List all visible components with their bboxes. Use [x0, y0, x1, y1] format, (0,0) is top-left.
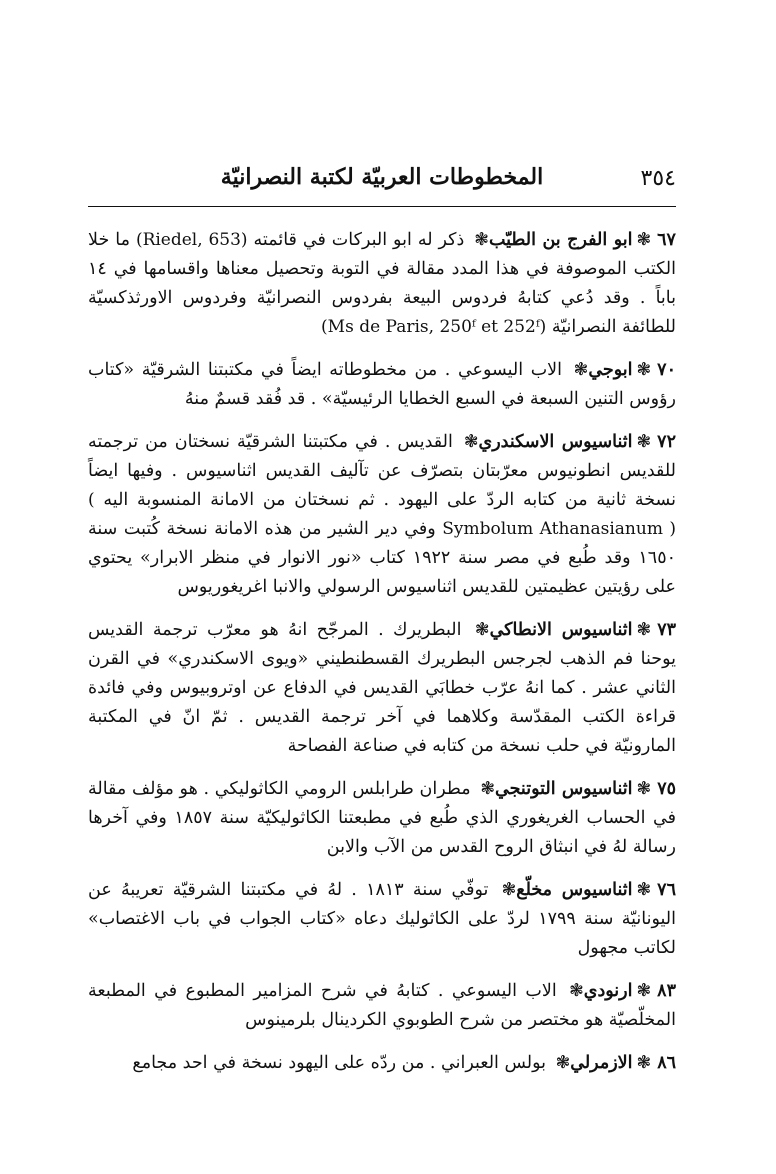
entry-number: ٧٢	[657, 432, 676, 452]
entry-text: بولس العبراني . من ردّه على اليهود نسخة في احد مجامع	[132, 1053, 547, 1073]
ornament-icon: ❃	[636, 230, 652, 250]
ornament-icon: ❃	[569, 981, 584, 1001]
entry-text: توفّي سنة ١٨١٣ . لهُ في مكتبتنا الشرقيّة تعريبهُ عن اليونانيّة سنة ١٧٩٩ لردّ على الكاثوليك دعاه «كتاب الجواب في باب الاغتصاب» لكاتب مجهول	[88, 880, 676, 958]
entry-name: الازمرلي	[570, 1053, 633, 1073]
entry-number: ٧٠	[657, 360, 676, 380]
entry-75	[88, 775, 676, 862]
entry-text: ما خلا الكتب الموصوفة في هذا المدد مقالة في التوبة وتحصيل معناها واقسامها في ١٤ باباً . وقد دُعي كتابهُ فردوس البيعة بفردوس النصرانيّة وفردوس الاورثذكسيّة للطائفة النصرانيّة	[88, 230, 676, 337]
ornament-icon: ❃	[501, 880, 517, 900]
entry-67	[88, 226, 676, 342]
entry-73	[88, 616, 676, 761]
entry-76	[88, 876, 676, 963]
entry-number: ٧٣	[657, 620, 676, 640]
text-body	[88, 212, 676, 1078]
ornament-icon: ❃	[474, 230, 489, 250]
entry-name: اثناسيوس الاسكندري	[478, 432, 633, 452]
entry-number: ٨٣	[657, 981, 676, 1001]
ornament-icon: ❃	[480, 779, 496, 799]
ornament-icon: ❃	[573, 360, 589, 380]
ornament-icon: ❃	[636, 432, 652, 452]
entry-name: اثناسيوس مخلّع	[516, 880, 633, 900]
entry-number: ٧٥	[657, 779, 676, 799]
entry-text: وفي دير الشير من هذه الامانة نسخة كُتبت سنة ١٦٥٠ وقد طُبع في مصر سنة ١٩٢٢ كتاب «نور الانوار في منظر الابرار» يحتوي على رؤيتين عظيمتين للقديس اثناسيوس الرسولي والانبا اغريغوريوس	[88, 519, 677, 597]
entry-text: البطريرك . المرجّح انهُ هو معرّب ترجمة القديس يوحنا فم الذهب لجرجس البطريرك القسطنطيني «ويوى الاسكندري» في القرن الثاني عشر . كما انهُ عرّب خطابَي القديس في الدفاع عن اوتروبيوس وفي فائدة قراءة الكتب المقدّسة وكلاهما في آخر ترجمة القديس . ثمّ انّ في المكتبة المارونيّة في حلب نسخة من كتابه في صناعة الفصاحة	[88, 620, 676, 756]
running-title: المخطوطات العربيّة لكتبة النصرانيّة	[220, 164, 544, 190]
entry-number: ٦٧	[657, 230, 676, 250]
ornament-icon: ❃	[636, 880, 652, 900]
entry-text: القديس . في مكتبتنا الشرقيّة نسختان من ترجمته للقديس انطونيوس معرّبتان بتصرّف عن تآليف القديس اثناسيوس . وفيها ايضاً نسخة ثانية من كتابه الردّ على اليهود . ثم نسختان من الامانة المنسوبة اليه	[88, 432, 676, 510]
ornament-icon: ❃	[636, 981, 652, 1001]
bibliographic-reference: (Ms de Paris, 250ᶠ et 252ᶠ)	[321, 317, 547, 337]
header-rule	[88, 206, 676, 207]
entry-86	[88, 1049, 676, 1078]
ornament-icon: ❃	[463, 432, 479, 452]
ornament-icon: ❃	[636, 360, 652, 380]
ornament-icon: ❃	[474, 620, 490, 640]
page-number: ٣٥٤	[640, 166, 676, 191]
entry-name: اثناسيوس التوتنجي	[495, 779, 633, 799]
entry-name: اثناسيوس الانطاكي	[489, 620, 633, 640]
ornament-icon: ❃	[555, 1053, 571, 1073]
entry-text: الاب اليسوعي . من مخطوطاته ايضاً في مكتبتنا الشرقيّة «كتاب رؤوس التنين السبعة في السبع الخطايا الرئيسيّة» . قد فُقد قسمٌ منهُ	[88, 360, 676, 409]
entry-name: ابوجي	[588, 360, 633, 380]
entry-number: ٨٦	[657, 1053, 676, 1073]
running-header	[88, 160, 676, 204]
entry-70	[88, 356, 676, 414]
entry-number: ٧٦	[657, 880, 676, 900]
entry-text: ذكر له ابو البركات في قائمته	[253, 230, 465, 250]
entry-72	[88, 428, 676, 602]
ornament-icon: ❃	[636, 1053, 652, 1073]
entry-name: ابو الفرج بن الطيّب	[488, 230, 633, 250]
entry-text: مطران طرابلس الرومي الكاثوليكي . هو مؤلف مقالة في الحساب الغريغوري الذي طُبع في مطبعتنا الكاثوليكيّة سنة ١٨٥٧ وفي آخرها رسالة لهُ في انبثاق الروح القدس من الآب والابن	[88, 779, 676, 857]
ornament-icon: ❃	[636, 779, 652, 799]
entry-text: الاب اليسوعي . كتابهُ في شرح المزامير المطبوع في المطبعة المخلّصيّة هو مختصر من شرح الطوبوي الكردينال بلرمينوس	[88, 981, 676, 1030]
entry-83	[88, 977, 676, 1035]
bibliographic-reference: (Riedel, 653)	[135, 230, 248, 250]
bibliographic-reference: ( Symbolum Athanasianum )	[88, 490, 676, 539]
entry-name: ارنودي	[583, 981, 633, 1001]
ornament-icon: ❃	[636, 620, 652, 640]
